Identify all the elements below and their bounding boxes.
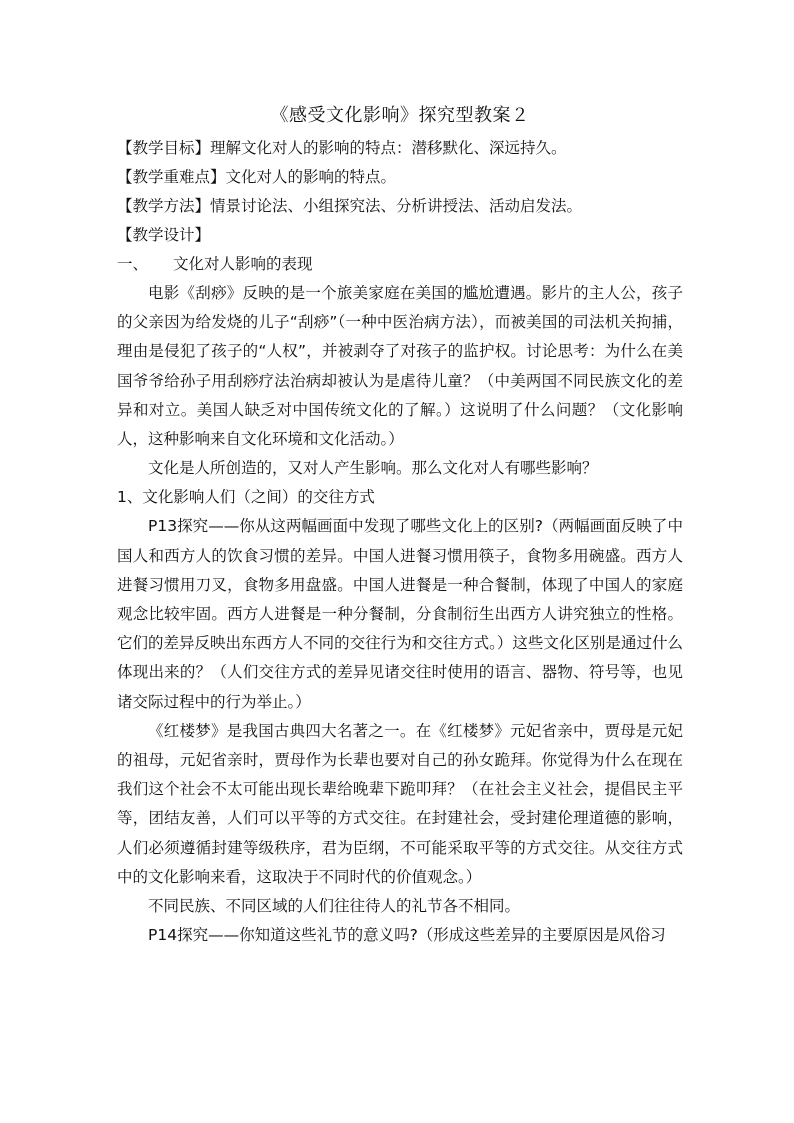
keypoints-line: [117, 163, 683, 192]
document-title: 《感受文化影响》探究型教案２: [270, 105, 530, 126]
methods-line: [117, 192, 683, 221]
paragraph-culture-question: 文化是人所创造的，又对人产生影响。那么文化对人有哪些影响？: [148, 459, 598, 478]
section-number: 一、: [117, 255, 149, 273]
objectives-label: 【教学目标】: [117, 139, 211, 157]
paragraph-p13-inquiry: P13探究——你从这两幅画面中发现了哪些文化上的区别?（两幅画面反映了中国人和西方人的饮食习惯的差异。中国人进餐习惯用筷子，食物多用碗盛。西方人进餐习惯用刀叉，食物多用盘盛。中国人进餐是一种合餐制，体现了中国人的家庭观念比较牢固。西方人进餐是一种分餐制，分食制衍生出西方人讲究独立的性格。它们的差异反映出东西方人不同的交往行为和交往方式。）这些文化区别是通过什么体现出来的？（人们交往方式的差异见诸交往时使用的语言、器物、符号等，也见诸交际过程中的行为举止。）: [117, 517, 683, 711]
keypoints-text: 文化对人的影响的特点。: [225, 168, 397, 186]
objectives-text: 理解文化对人的影响的特点：潜移默化、深远持久。: [210, 139, 567, 157]
paragraph-etiquette: 不同民族、不同区域的人们往往待人的礼节各不相同。: [148, 897, 521, 916]
design-label: 【教学设计】: [117, 226, 211, 244]
objectives-line: [117, 134, 683, 163]
methods-text: 情景讨论法、小组探究法、分析讲授法、活动启发法。: [210, 197, 583, 215]
section-title: 文化对人影响的表现: [173, 255, 313, 273]
document-body: [117, 102, 683, 950]
paragraph-red-mansions: 《红楼梦》是我国古典四大名著之一。在《红楼梦》元妃省亲中，贾母是元妃的祖母，元妃省亲时，贾母作为长辈也要对自己的孙女跪拜。你觉得为什么在现在我们这个社会不太可能出现长辈给晚辈下跪叩拜？（在社会主义社会，提倡民主平等，团结友善，人们可以平等的方式交往。在封建社会，受封建伦理道德的影响，人们必须遵循封建等级秩序，君为臣纲，不可能采取平等的方式交往。从交往方式中的文化影响来看，这取决于不同时代的价值观念。）: [117, 721, 683, 886]
subsection-heading-1: 1、文化影响人们（之间）的交往方式: [117, 488, 375, 507]
paragraph-guasha: 电影《刮痧》反映的是一个旅美家庭在美国的尴尬遭遇。影片的主人公，孩子的父亲因为给发烧的儿子“刮痧”（一种中医治病方法），而被美国的司法机关拘捕，理由是侵犯了孩子的“人权”，并被剥夺了对孩子的监护权。讨论思考：为什么在美国爷爷给孙子用刮痧疗法治病却被认为是虐待儿童？（中美两国不同民族文化的差异和对立。美国人缺乏对中国传统文化的了解。）这说明了什么问题？（文化影响人，这种影响来自文化环境和文化活动。）: [117, 284, 683, 449]
methods-label: 【教学方法】: [117, 197, 211, 215]
section-heading-1: [117, 250, 683, 279]
keypoints-label: 【教学重难点】: [117, 168, 226, 186]
paragraph-p14-inquiry: P14探究——你知道这些礼节的意义吗?（形成这些差异的主要原因是风俗习: [148, 926, 666, 945]
design-heading: [117, 221, 683, 250]
